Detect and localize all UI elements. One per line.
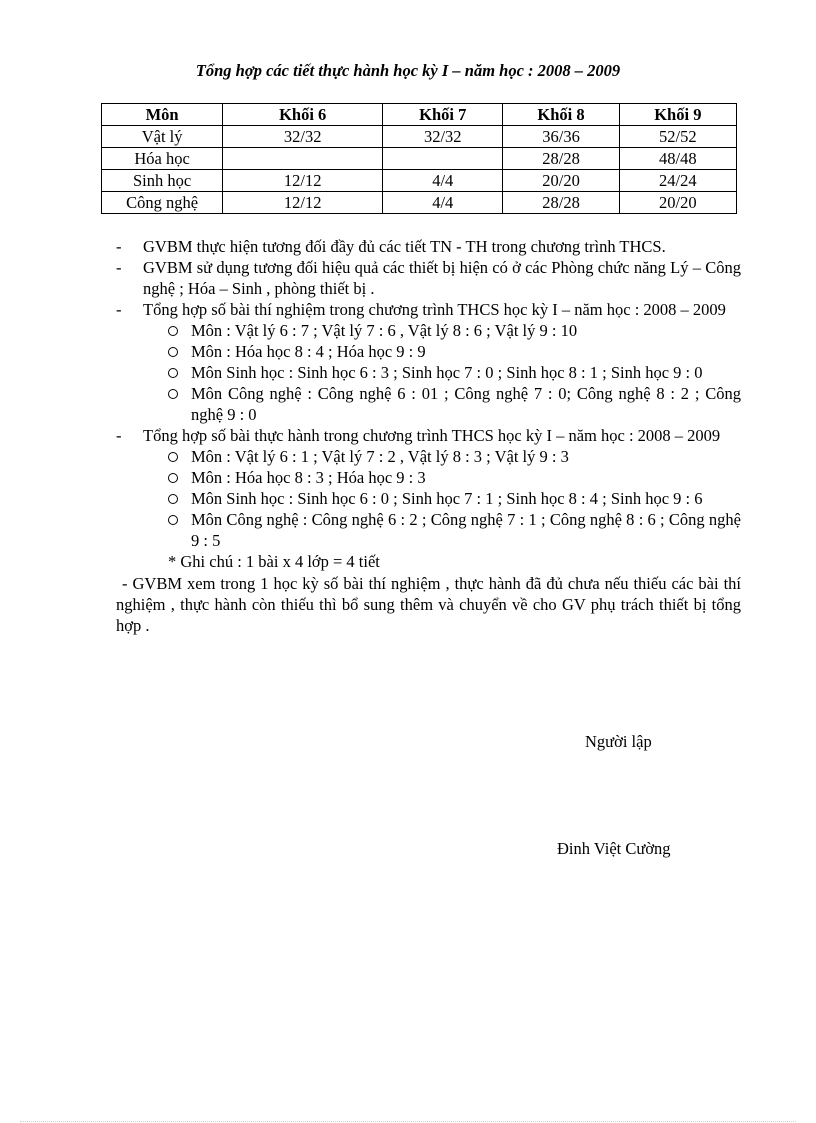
sub-item <box>116 488 741 509</box>
sub-item <box>116 446 741 467</box>
page-bottom-divider <box>20 1121 796 1122</box>
sub-item <box>116 320 741 341</box>
circle-bullet-icon <box>168 389 178 399</box>
table-cell: 12/12 <box>223 170 383 192</box>
table-cell: Vật lý <box>102 126 223 148</box>
table-cell: 24/24 <box>619 170 736 192</box>
header-cell: Khối 9 <box>619 104 736 126</box>
sub-item-text: Môn : Hóa học 8 : 3 ; Hóa học 9 : 3 <box>191 468 426 487</box>
bullet-text: Tổng hợp số bài thí nghiệm trong chương trình THCS học kỳ I – năm học : 2008 – 2009 <box>143 300 726 319</box>
circle-bullet-icon <box>168 515 178 525</box>
header-cell: Khối 8 <box>503 104 619 126</box>
table-cell: 20/20 <box>619 192 736 214</box>
document-title: Tổng hợp các tiết thực hành học kỳ I – năm học : 2008 – 2009 <box>195 61 621 80</box>
bullet-marker: - <box>116 300 122 319</box>
table-cell: 4/4 <box>383 192 503 214</box>
note-text: * Ghi chú : 1 bài x 4 lớp = 4 tiết <box>168 552 380 571</box>
header-cell: Khối 7 <box>383 104 503 126</box>
summary-table <box>101 103 737 214</box>
circle-bullet-icon <box>168 347 178 357</box>
signer-name: Đinh Việt Cường <box>557 839 671 858</box>
sub-item-text: Môn Sinh học : Sinh học 6 : 0 ; Sinh học 7 : 1 ; Sinh học 8 : 4 ; Sinh học 9 : 6 <box>191 489 703 508</box>
bullet-item <box>116 425 741 446</box>
table-cell: 32/32 <box>383 126 503 148</box>
sub-item-text: Môn : Vật lý 6 : 7 ; Vật lý 7 : 6 , Vật lý 8 : 6 ; Vật lý 9 : 10 <box>191 321 578 340</box>
table-cell: 12/12 <box>223 192 383 214</box>
table-cell: Sinh học <box>102 170 223 192</box>
bullet-marker: - <box>116 237 122 256</box>
sub-item <box>116 383 741 425</box>
bullet-item <box>116 299 741 320</box>
header-cell: Khối 6 <box>223 104 383 126</box>
sub-item <box>116 341 741 362</box>
signer-role: Người lập <box>585 732 652 751</box>
bullet-text: Tổng hợp số bài thực hành trong chương trình THCS học kỳ I – năm học : 2008 – 2009 <box>143 426 721 445</box>
table-cell: 28/28 <box>503 148 619 170</box>
sub-item-text: Môn Công nghệ : Công nghệ 6 : 01 ; Công nghệ 7 : 0; Công nghệ 8 : 2 ; Công nghệ 9 : 0 <box>191 384 741 424</box>
circle-bullet-icon <box>168 326 178 336</box>
bullet-marker: - <box>116 258 122 277</box>
table-cell: Công nghệ <box>102 192 223 214</box>
sub-item-text: Môn Sinh học : Sinh học 6 : 3 ; Sinh học 7 : 0 ; Sinh học 8 : 1 ; Sinh học 9 : 0 <box>191 363 703 382</box>
sub-item-text: Môn : Hóa học 8 : 4 ; Hóa học 9 : 9 <box>191 342 426 361</box>
bullet-text: GVBM thực hiện tương đối đầy đủ các tiết TN - TH trong chương trình THCS. <box>143 237 666 256</box>
bullet-item <box>116 236 741 257</box>
bullet-item <box>116 257 741 299</box>
circle-bullet-icon <box>168 452 178 462</box>
table-cell <box>223 148 383 170</box>
table-cell: 48/48 <box>619 148 736 170</box>
table-row <box>102 192 737 214</box>
bullet-marker: - <box>116 426 122 445</box>
table-cell: Hóa học <box>102 148 223 170</box>
report-body <box>116 236 741 636</box>
bullet-text: GVBM sử dụng tương đối hiệu quả các thiết bị hiện có ở các Phòng chức năng Lý – Công nghệ ; Hóa – Sinh , phòng thiết bị . <box>143 258 741 298</box>
table-cell: 32/32 <box>223 126 383 148</box>
sub-item <box>116 509 741 551</box>
table-cell: 28/28 <box>503 192 619 214</box>
table-cell <box>383 148 503 170</box>
sub-item-text: Môn Công nghệ : Công nghệ 6 : 2 ; Công nghệ 7 : 1 ; Công nghệ 8 : 6 ; Công nghệ 9 : 5 <box>191 510 741 550</box>
sub-item <box>116 467 741 488</box>
sub-item <box>116 362 741 383</box>
circle-bullet-icon <box>168 473 178 483</box>
table-cell: 20/20 <box>503 170 619 192</box>
table-row <box>102 170 737 192</box>
table-row <box>102 148 737 170</box>
closing-paragraph: - GVBM xem trong 1 học kỳ số bài thí nghiệm , thực hành đã đủ chưa nếu thiếu các bài thí nghiệm , thực hành còn thiếu thì bổ sung thêm và chuyển về cho GV phụ trách thiết bị tổng hợp . <box>116 574 741 635</box>
table-header-row <box>102 104 737 126</box>
table-cell: 36/36 <box>503 126 619 148</box>
header-cell: Môn <box>102 104 223 126</box>
table-row <box>102 126 737 148</box>
sub-item-text: Môn : Vật lý 6 : 1 ; Vật lý 7 : 2 , Vật lý 8 : 3 ; Vật lý 9 : 3 <box>191 447 569 466</box>
table-cell: 4/4 <box>383 170 503 192</box>
table-cell: 52/52 <box>619 126 736 148</box>
circle-bullet-icon <box>168 494 178 504</box>
circle-bullet-icon <box>168 368 178 378</box>
